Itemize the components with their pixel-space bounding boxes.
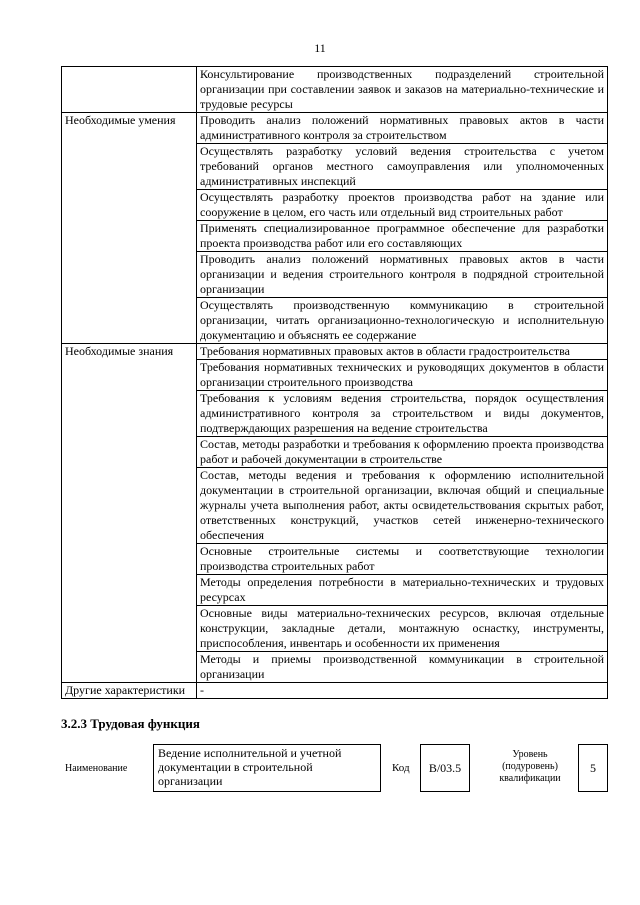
- code-value-box: B/03.5: [420, 744, 470, 792]
- code-label: Код: [392, 762, 410, 774]
- competency-table: [61, 66, 608, 699]
- row-item-text: Осуществлять производственную коммуникацию в строительной организации, читать организационно-технологическую и исполнительную документацию и объяснять ее содержание: [197, 298, 608, 344]
- row-item-text: Применять специализированное программное обеспечение для разработки проекта производства работ или его составляющих: [197, 221, 608, 252]
- row-item-text: Требования нормативных правовых актов в области градостроительства: [197, 344, 608, 360]
- section-heading: 3.2.3 Трудовая функция: [61, 716, 200, 731]
- row-item-text: Состав, методы разработки и требования к оформлению проекта производства работ и рабочей документации в строительстве: [197, 437, 608, 468]
- row-item-text: Основные виды материально-технических ресурсов, включая отдельные конструкции, закладные детали, монтажную оснастку, инструменты, приспособления, инвентарь и особенности их применения: [197, 606, 608, 652]
- row-label: Другие характеристики: [62, 683, 197, 699]
- row-item-text: Проводить анализ положений нормативных правовых актов в части организации и ведения строительного контроля в подрядной строительной организации: [197, 252, 608, 298]
- row-item-text: Осуществлять разработку проектов производства работ на здание или сооружение в целом, его часть или отдельный вид строительных работ: [197, 190, 608, 221]
- row-item-text: Требования нормативных технических и руководящих документов в области организации строительного производства: [197, 360, 608, 391]
- row-label: Необходимые умения: [62, 113, 197, 344]
- row-item-text: Методы определения потребности в материально-технических и трудовых ресурсах: [197, 575, 608, 606]
- row-item-text: Состав, методы ведения и требования к оформлению исполнительной документации в строительной организации, включая общий и специальные журналы учета выполнения работ, акты освидетельствования скрытых работ, ответственных конструкций, участков сетей инженерно-технического обеспечения: [197, 468, 608, 544]
- row-item-text: Консультирование производственных подразделений строительной организации при составлении заявок и заказов на материально-технические и трудовые ресурсы: [197, 67, 608, 113]
- labor-function-row: [61, 744, 608, 792]
- level-value-box: 5: [578, 744, 608, 792]
- row-label: Необходимые знания: [62, 344, 197, 683]
- row-item-text: Осуществлять разработку условий ведения строительства с учетом требований органов местного самоуправления или уполномоченных административных инспекций: [197, 144, 608, 190]
- table-row: [62, 683, 608, 699]
- table-row: [62, 67, 608, 113]
- name-label: Наименование: [65, 763, 128, 774]
- row-item-text: Методы и приемы производственной коммуникации в строительной организации: [197, 652, 608, 683]
- row-label: [62, 67, 197, 113]
- row-item-text: Проводить анализ положений нормативных правовых актов в части административного контроля за строительством: [197, 113, 608, 144]
- table-row: [62, 113, 608, 144]
- row-item-text: -: [197, 683, 608, 699]
- level-label: Уровень (подуровень) квалификации: [499, 749, 561, 784]
- table-row: [62, 344, 608, 360]
- row-item-text: Основные строительные системы и соответствующие технологии производства строительных работ: [197, 544, 608, 575]
- name-value-box: Ведение исполнительной и учетной документации в строительной организации: [153, 744, 381, 792]
- page-number: 11: [314, 41, 326, 55]
- row-item-text: Требования к условиям ведения строительства, порядок осуществления административного контроля за строительством и виды документов, подтверждающих разрешения на ведение строительства: [197, 391, 608, 437]
